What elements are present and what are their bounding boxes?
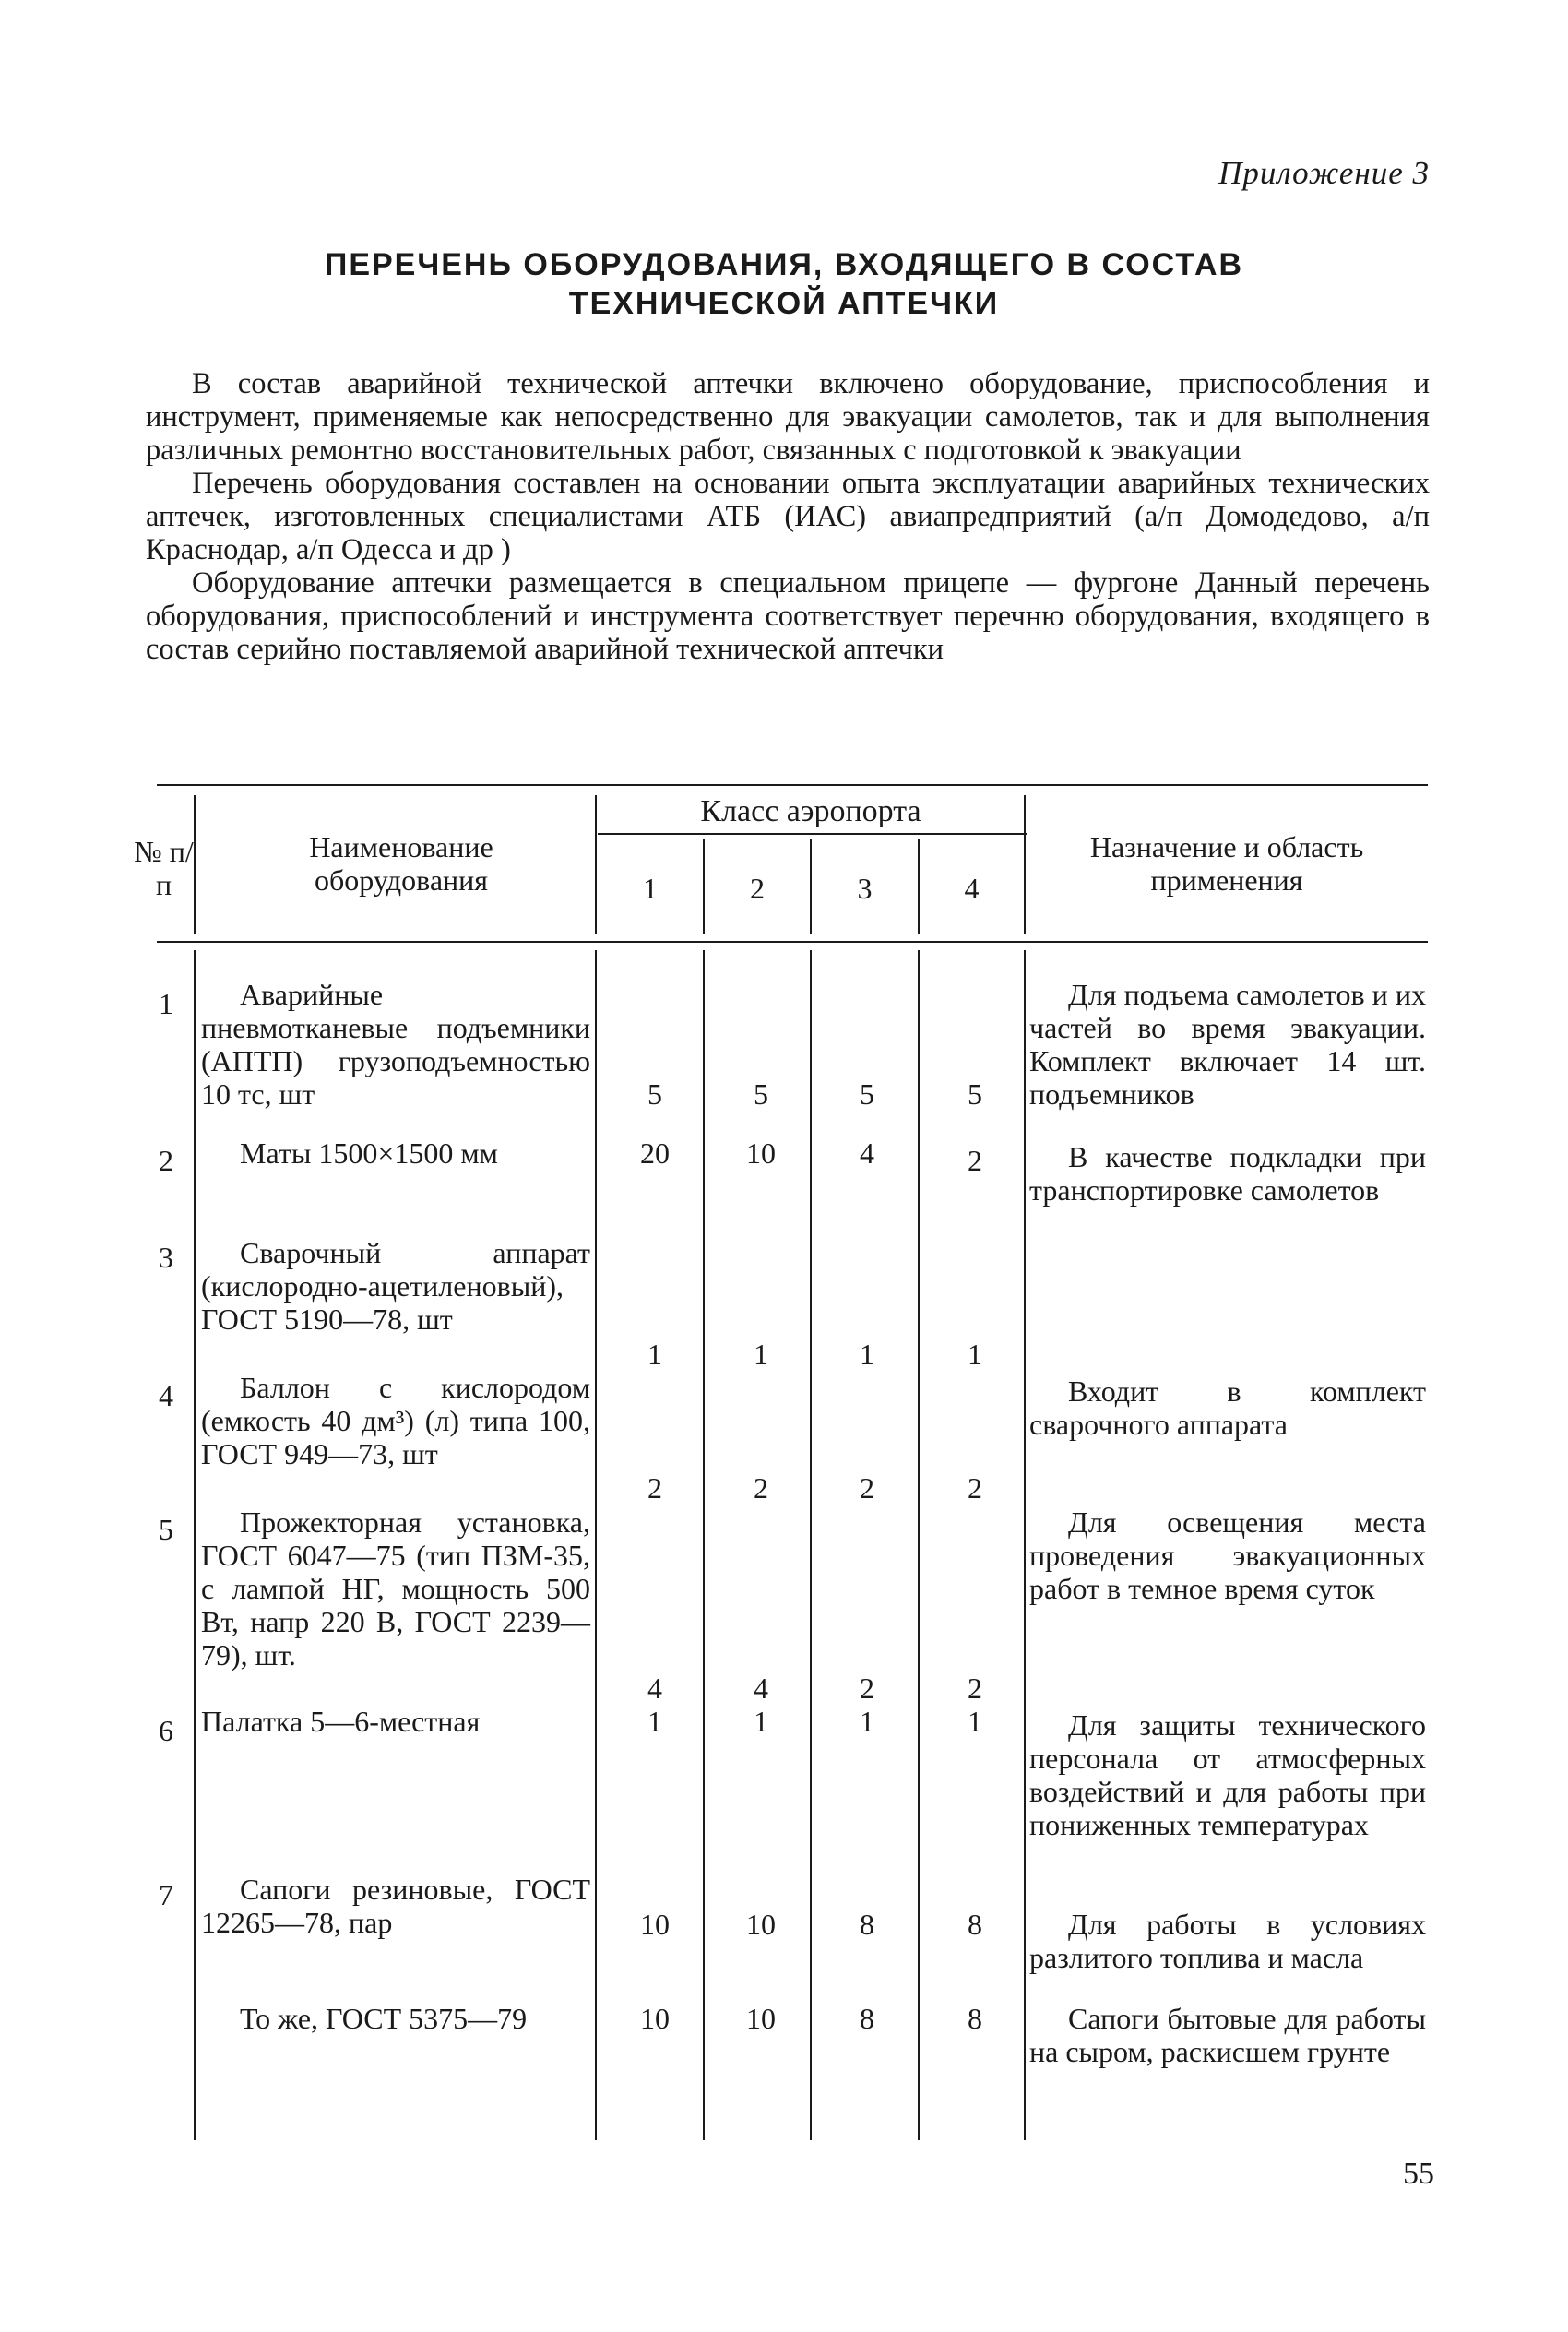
- class-header-rule: [598, 833, 1027, 835]
- qty-class-4: 1: [968, 1705, 982, 1738]
- col-rule: [194, 950, 196, 2140]
- qty-class-4: 5: [968, 1077, 982, 1111]
- col-rule: [595, 950, 597, 2140]
- qty-class-2: 10: [746, 1908, 776, 1941]
- qty-class-3: 8: [860, 2002, 874, 2035]
- document-title-line1: ПЕРЕЧЕНЬ ОБОРУДОВАНИЯ, ВХОДЯЩЕГО В СОСТАВ: [324, 247, 1244, 282]
- row-number: 5: [159, 1513, 173, 1546]
- qty-class-4: 2: [968, 1672, 982, 1705]
- qty-class-2: 10: [746, 2002, 776, 2035]
- header-name: Наименование оборудования: [309, 830, 493, 897]
- qty-class-4: 8: [968, 1908, 982, 1941]
- header-class-2: 2: [750, 872, 765, 905]
- header-class: Класс аэропорта: [700, 794, 921, 828]
- col-rule: [703, 950, 705, 2140]
- qty-class-3: 4: [860, 1136, 874, 1170]
- qty-class-4: 2: [968, 1144, 982, 1177]
- col-rule: [1024, 950, 1026, 2140]
- qty-class-1: 1: [647, 1705, 662, 1738]
- row-number: 4: [159, 1379, 173, 1412]
- header-purpose: Назначение и область применения: [1089, 830, 1364, 897]
- header-number: № п/п: [134, 835, 194, 901]
- qty-class-1: 1: [647, 1338, 662, 1371]
- row-number: 3: [159, 1241, 173, 1274]
- header-bottom-rule: [157, 941, 1428, 943]
- qty-class-1: 10: [640, 2002, 670, 2035]
- qty-class-2: 10: [746, 1136, 776, 1170]
- equipment-name: Аварийные пневмотканевые подъемники (АПТП) грузоподъемностью 10 тс, шт: [201, 978, 590, 1111]
- purpose-text: Для освещения места проведения эвакуационных работ в темное время суток: [1029, 1505, 1426, 1605]
- row-number: 6: [159, 1714, 173, 1747]
- header-class-3: 3: [857, 872, 873, 905]
- qty-class-1: 2: [647, 1471, 662, 1505]
- intro-paragraph: В состав аварийной технической аптечки включено оборудование, приспособления и инструмент, применяемые как непосредственно для эвакуации самолетов, так и для выполнения различных ремонтно восстановительных работ, связанных с подготовкой к эвакуации: [146, 367, 1430, 467]
- qty-class-3: 5: [860, 1077, 874, 1111]
- qty-class-1: 4: [647, 1672, 662, 1705]
- equipment-name: То же, ГОСТ 5375—79: [240, 2002, 528, 2035]
- equipment-name: Палатка 5—6-местная: [201, 1705, 481, 1738]
- qty-class-2: 1: [754, 1338, 768, 1371]
- equipment-name: Сапоги резиновые, ГОСТ 12265—78, пар: [201, 1873, 590, 1939]
- purpose-text: Для защиты технического персонала от атмосферных воздействий и для работы при пониженных температурах: [1029, 1708, 1426, 1841]
- qty-class-3: 1: [860, 1338, 874, 1371]
- qty-class-2: 1: [754, 1705, 768, 1738]
- col-rule: [595, 795, 597, 934]
- col-rule: [810, 950, 812, 2140]
- qty-class-4: 2: [968, 1471, 982, 1505]
- intro-paragraph: Оборудование аптечки размещается в специальном прицепе — фургоне Данный перечень оборудования, приспособлений и инструмента соответствует перечню оборудования, входящего в состав серийно поставляемой аварийной технической аптечки: [146, 566, 1430, 666]
- document-title-line2: ТЕХНИЧЕСКОЙ АПТЕЧКИ: [568, 286, 1000, 321]
- purpose-text: Входит в комплект сварочного аппарата: [1029, 1374, 1426, 1441]
- purpose-text: Сапоги бытовые для работы на сыром, раскисшем грунте: [1029, 2002, 1426, 2068]
- qty-class-2: 4: [754, 1672, 768, 1705]
- intro-text: [146, 367, 1430, 666]
- qty-class-1: 5: [647, 1077, 662, 1111]
- qty-class-3: 2: [860, 1672, 874, 1705]
- equipment-name: Сварочный аппарат (кислородно-ацетиленовый), ГОСТ 5190—78, шт: [201, 1236, 590, 1336]
- purpose-text: Для подъема самолетов и их частей во время эвакуации. Комплект включает 14 шт. подъемников: [1029, 978, 1426, 1111]
- qty-class-1: 20: [640, 1136, 670, 1170]
- row-number: 2: [159, 1144, 173, 1177]
- row-number: 7: [159, 1878, 173, 1911]
- table-top-rule: [157, 784, 1428, 786]
- equipment-name: Баллон с кислородом (емкость 40 дм³) (л) типа 100, ГОСТ 949—73, шт: [201, 1371, 590, 1470]
- qty-class-1: 10: [640, 1908, 670, 1941]
- appendix-label: Приложение 3: [1218, 155, 1430, 191]
- row-number: 1: [159, 987, 173, 1020]
- qty-class-2: 5: [754, 1077, 768, 1111]
- col-rule: [194, 795, 196, 934]
- header-class-1: 1: [643, 872, 658, 905]
- qty-class-3: 1: [860, 1705, 874, 1738]
- equipment-name: Прожекторная установка, ГОСТ 6047—75 (тип ПЗМ-35, с лампой НГ, мощность 500 Вт, напр 220 В, ГОСТ 2239—79), шт.: [201, 1505, 590, 1672]
- page-number: 55: [1403, 2157, 1434, 2191]
- qty-class-3: 8: [860, 1908, 874, 1941]
- purpose-text: Для работы в условиях разлитого топлива и масла: [1029, 1908, 1426, 1974]
- equipment-name: Маты 1500×1500 мм: [240, 1136, 498, 1170]
- qty-class-4: 8: [968, 2002, 982, 2035]
- col-rule: [918, 950, 920, 2140]
- qty-class-2: 2: [754, 1471, 768, 1505]
- purpose-text: В качестве подкладки при транспортировке самолетов: [1029, 1140, 1426, 1207]
- col-rule: [1024, 795, 1026, 934]
- intro-paragraph: Перечень оборудования составлен на основании опыта эксплуатации аварийных технических аптечек, изготовленных специалистами АТБ (ИАС) авиапредприятий (а/п Домодедово, а/п Краснодар, а/п Одесса и др ): [146, 467, 1430, 566]
- qty-class-3: 2: [860, 1471, 874, 1505]
- header-class-4: 4: [964, 872, 980, 905]
- qty-class-4: 1: [968, 1338, 982, 1371]
